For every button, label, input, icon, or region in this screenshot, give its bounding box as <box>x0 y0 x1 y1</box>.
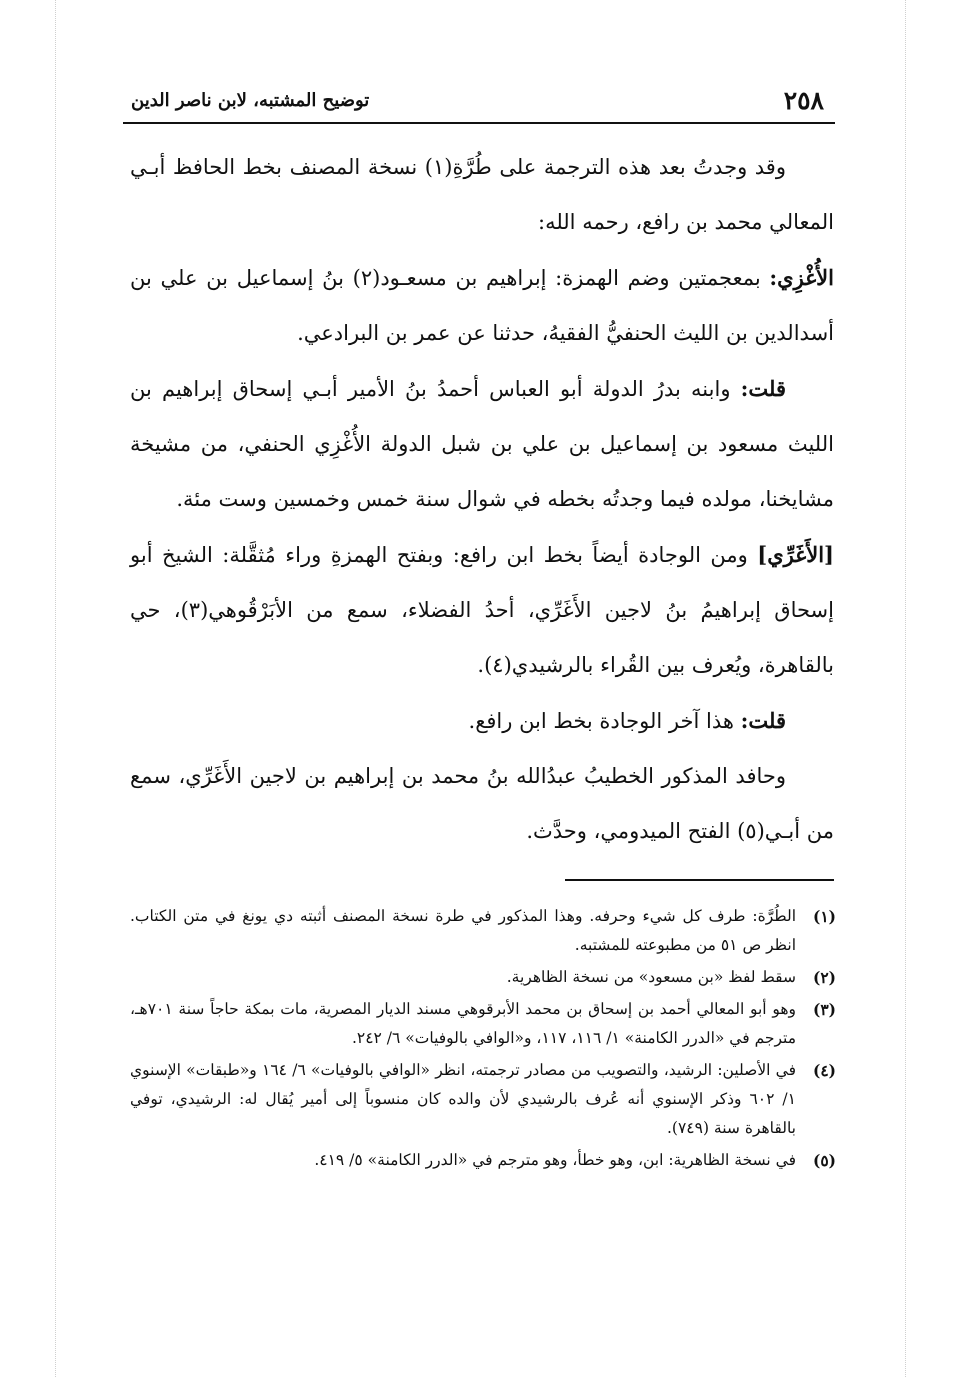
header-rule <box>123 122 835 124</box>
page-header <box>127 80 832 120</box>
footnote <box>130 1146 836 1175</box>
footnote-text: سقط لفظ «بن مسعود» من نسخة الظاهرية. <box>506 968 796 986</box>
note-label: قلت: <box>740 708 786 733</box>
note-label: قلت: <box>740 376 786 401</box>
footnote-text: في الأصلين: الرشيد، والتصويب من مصادر ترجمته، انظر «الوافي بالوفيات» ٦/ ١٦٤ و«طبقات» الإسنوي ١/ ٦٠٢ وذكر الإسنوي أنه عُرف بالرشيدي لأن والده كان منسوباً إلى أمير يُقال له: الرشيدي، توفي بالقاهرة سنة (٧٤٩). <box>130 1061 797 1137</box>
footnote-separator <box>565 879 834 881</box>
note-qultu <box>130 361 834 527</box>
footnote-number: (٣) <box>812 1000 836 1019</box>
entry-agharri <box>130 527 834 693</box>
entry-headword: الأُغْزِي: <box>769 265 834 290</box>
footnote-number: (٤) <box>812 1061 836 1080</box>
footnote-text: وهو أبو المعالي أحمد بن إسحاق بن محمد الأبرقوهي مسند الديار المصرية، مات بمكة حاجاً سنة ٧٠١هـ، مترجم في «الدرر الكامنة» ١/ ١١٦، ١١٧، و«الوافي بالوفيات» ٦/ ٢٤٢. <box>130 1000 796 1047</box>
paragraph-grandson: وحافد المذكور الخطيبُ عبدُالله بنُ محمد بن إبراهيم بن لاجين الأَغَرِّي، سمع من أبـي(٥) الفتح الميدومي، وحدَّث. <box>130 764 834 843</box>
entry-text: بمعجمتين وضم الهمزة: إبراهيم بن مسعـود(٢) بنُ إسماعيل بن علي بن أسدالدين بن الليث الحنفيُّ الفقيهُ، حدثنا عن عمر بن البرادعي. <box>130 266 834 345</box>
page-number: ٢٥٨ <box>783 86 824 115</box>
running-title: توضيح المشتبه، لابن ناصر الدين <box>131 90 370 111</box>
footnote <box>130 963 836 992</box>
main-text <box>130 140 834 859</box>
note-text: هذا آخر الوجادة بخط ابن رافع. <box>468 709 734 733</box>
footnotes <box>130 902 836 1178</box>
footnote <box>130 1056 836 1143</box>
paragraph-intro: وقد وجدتُ بعد هذه الترجمة على طُرَّةِ(١) نسخة المصنف بخط الحافظ أبـي المعالي محمد بن رافع، رحمه الله: <box>130 155 834 234</box>
note-text: وابنه بدرُ الدولة أبو العباس أحمدُ بنُ الأمير أبـي إسحاق إبراهيم بن الليث مسعود بن إسماعيل بن علي بن شبل الدولة الأُغْزِي الحنفي، من مشيخة مشايخنا، مولده فيما وجدتُه بخطه في شوال سنة خمس وخمسين وست مئة. <box>130 377 834 511</box>
note-qultu-2 <box>130 693 834 749</box>
footnote <box>130 902 836 960</box>
footnote-text: الطُرَّة: طرف كل شيء وحرفه. وهذا المذكور في طرة نسخة المصنف أثبته دي يونغ في متن الكتاب. انظر ص ٥١ من مطبوعته للمشتبه. <box>130 907 796 954</box>
entry-text: ومن الوجادة أيضاً بخط ابن رافع: وبفتح الهمزةِ وراء مُثقَّلة: الشيخ أبو إسحاق إبراهيمُ بنُ لاجين الأَغَرِّي، أحدُ الفضلاء، سمع من الأبَرْقُوهي(٣)، حي بالقاهرة، ويُعرف بين القُراء بالرشيدي(٤). <box>130 543 834 677</box>
footnote-number: (٢) <box>812 968 836 987</box>
right-margin-guide <box>905 0 906 1377</box>
footnote-text: في نسخة الظاهرية: ابن، وهو خطأ، وهو مترجم في «الدرر الكامنة» ٥/ ٤١٩. <box>314 1151 796 1169</box>
entry-headword: [الأَغَرِّي] <box>757 542 834 567</box>
footnote <box>130 995 836 1053</box>
footnote-number: (١) <box>812 907 836 926</box>
footnote-number: (٥) <box>812 1151 836 1170</box>
left-margin-guide <box>55 0 56 1377</box>
entry-aghzi <box>130 250 834 361</box>
